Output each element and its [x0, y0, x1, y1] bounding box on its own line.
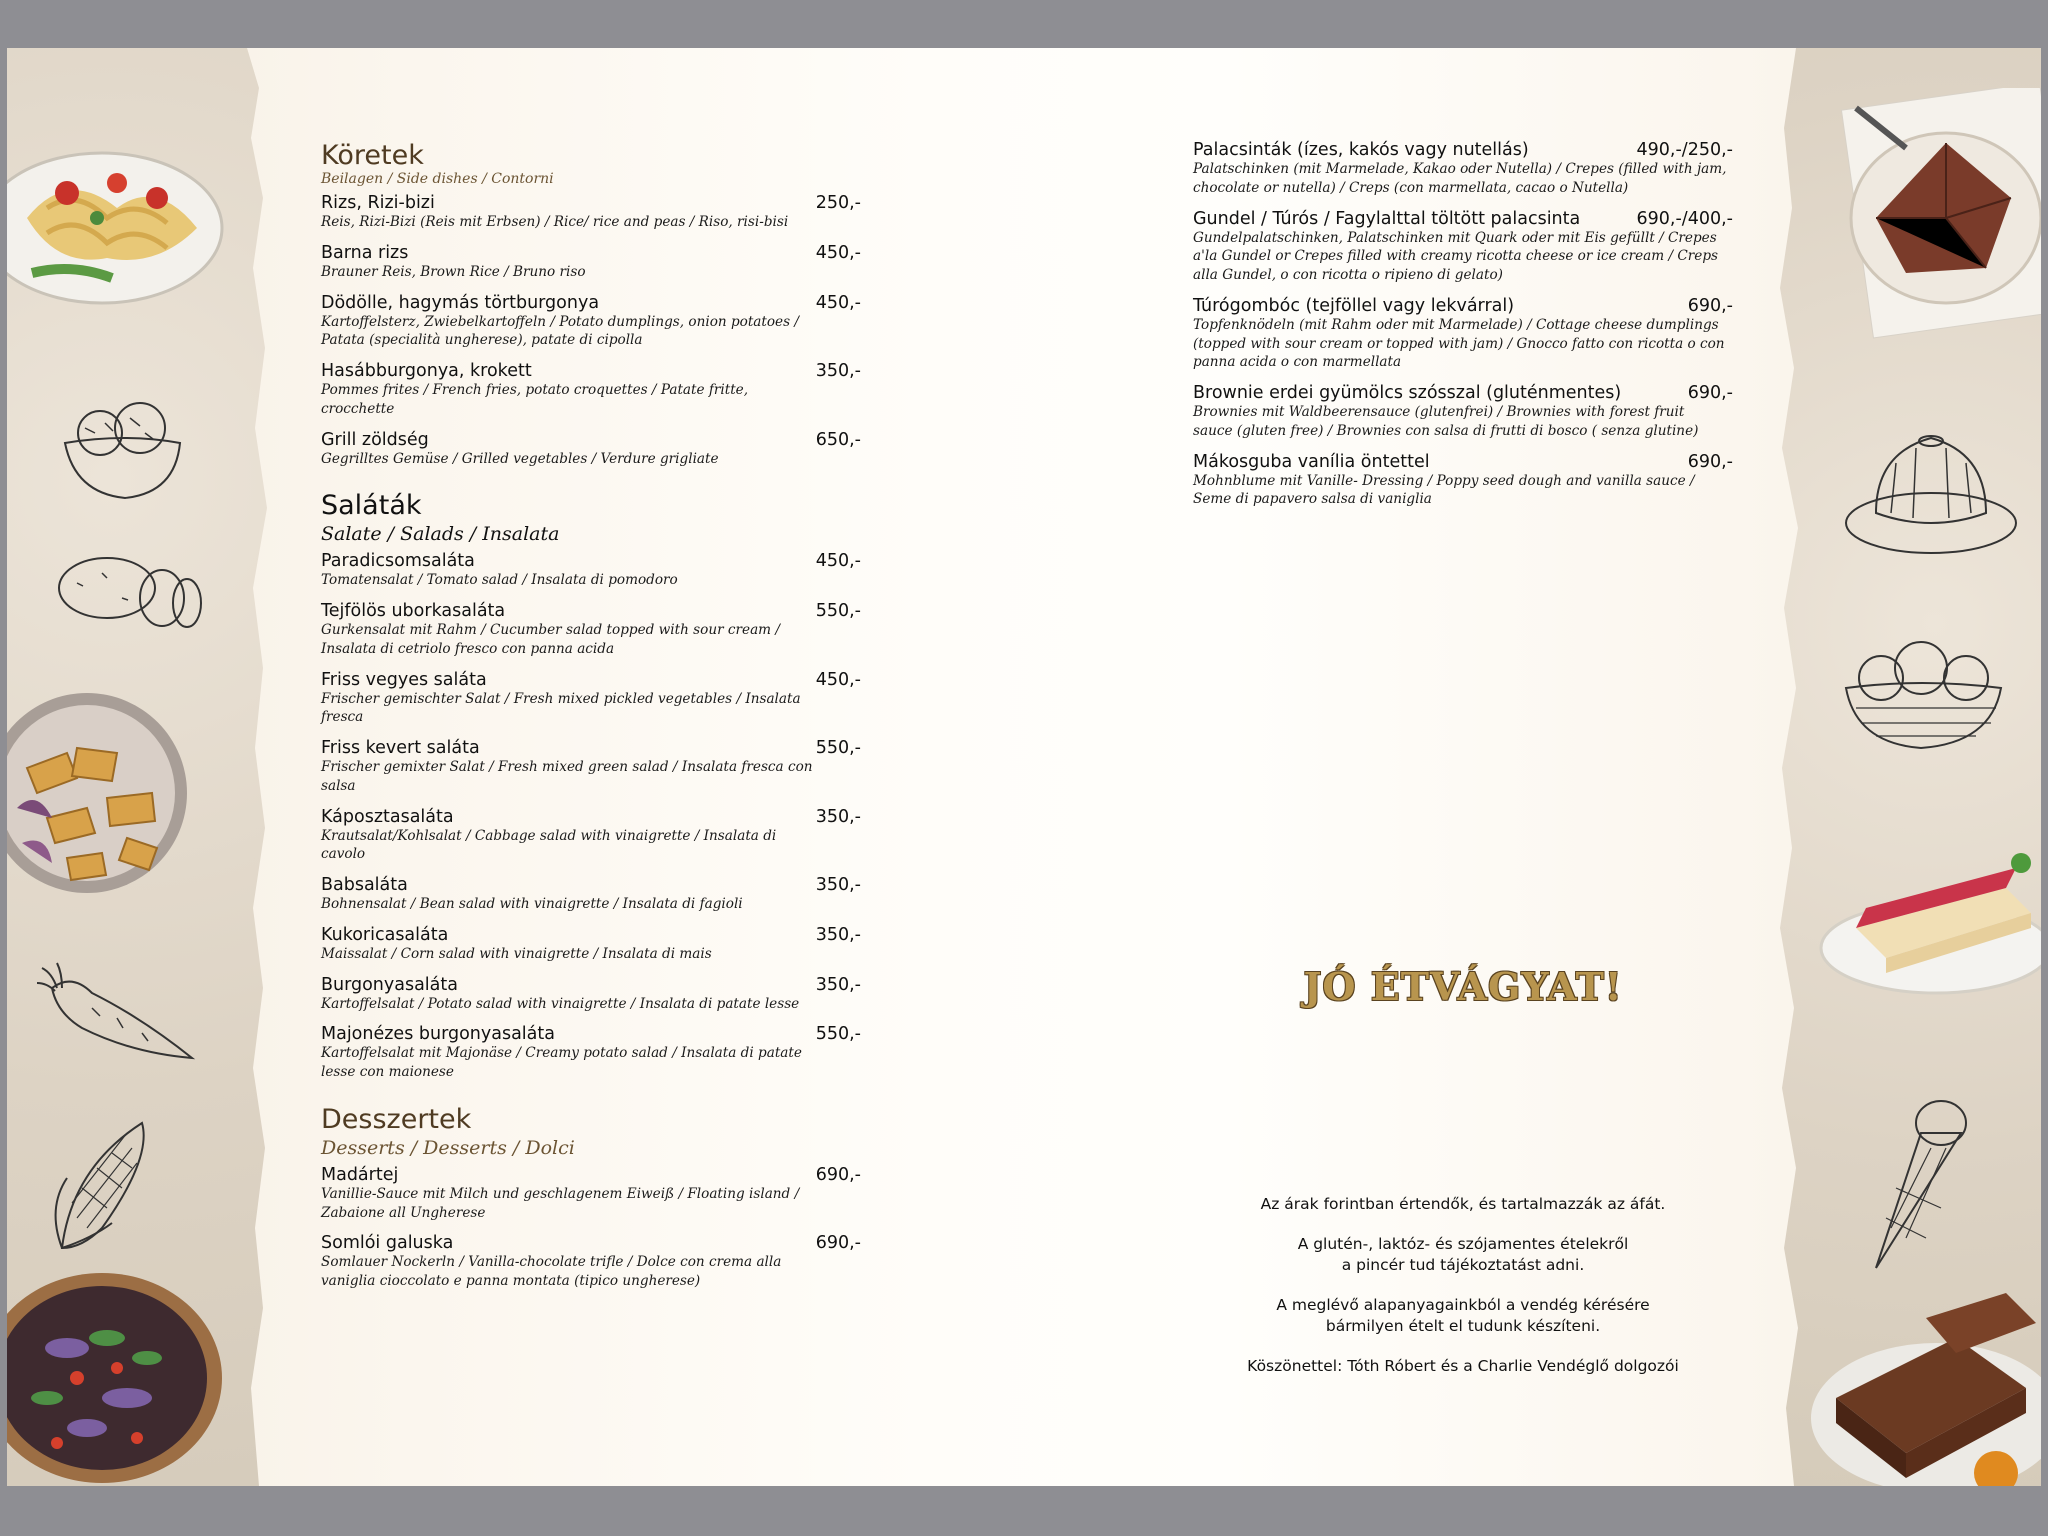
menu-item-row	[321, 875, 861, 895]
note-prices: Az árak forintban értendők, és tartalmazzák az áfát.	[1260, 1195, 1666, 1213]
roasted-potatoes-image	[7, 668, 207, 918]
menu-item-description: Tomatensalat / Tomato salad / Insalata di pomodoro	[321, 572, 678, 589]
menu-item-row	[321, 975, 861, 995]
menu-item	[321, 601, 861, 659]
menu-item-name: Madártej	[321, 1164, 399, 1185]
menu-item-description: Pommes frites / French fries, potato croquettes / Patate fritte, crocchette	[321, 382, 749, 417]
menu-item	[1193, 209, 1733, 285]
bread-rolls-sketch	[55, 388, 195, 508]
right-menu-column	[1193, 140, 1733, 520]
menu-item-price: 490,-/250,-	[1636, 140, 1733, 160]
note-thanks: Köszönettel: Tóth Róbert és a Charlie Vendéglő dolgozói	[1247, 1356, 1679, 1375]
menu-notes	[1173, 1194, 1753, 1396]
menu-page	[7, 48, 2041, 1486]
menu-item-price: 690,-/400,-	[1636, 208, 1733, 229]
mixed-salad-image	[7, 1258, 227, 1486]
menu-item-price: 690,-	[815, 1164, 861, 1185]
menu-item-name: Friss vegyes saláta	[321, 669, 487, 690]
note-line: A meglévő alapanyagainkból a vendég kérésére	[1276, 1295, 1650, 1314]
menu-item-name: Grill zöldség	[321, 429, 429, 450]
menu-item-name: Paradicsomsaláta	[321, 551, 475, 572]
section-desszertek	[321, 1104, 861, 1291]
bundt-cake-sketch	[1836, 413, 2021, 563]
pasta-plate-image	[7, 98, 237, 328]
menu-item-price: 350,-	[815, 974, 861, 995]
menu-item-price: 350,-	[815, 806, 861, 827]
menu-item-name: Hasábburgonya, krokett	[321, 361, 532, 382]
menu-item-row	[321, 670, 861, 690]
section-subtitle: Desserts / Desserts / Dolci	[321, 1136, 575, 1159]
menu-item	[321, 243, 861, 282]
section-title: Desszertek	[321, 1103, 472, 1135]
menu-item-row	[321, 193, 861, 213]
potato-sketch	[52, 528, 212, 648]
menu-item-description: Vanillie-Sauce mit Milch und geschlagenem Eiweiß / Floating island / Zabaione all Ungherese	[321, 1185, 800, 1221]
menu-item	[321, 293, 861, 351]
bread-basket-sketch	[1836, 628, 2011, 758]
menu-item-description: Topfenknödeln (mit Rahm oder mit Marmelade) / Cottage cheese dumplings (topped with sour cream or topped with jam) / Gnocco fatto con ricotta o con panna acida o con marmellata	[1193, 316, 1725, 371]
menu-item-price: 690,-	[1687, 383, 1733, 403]
note-allergens	[1173, 1234, 1753, 1276]
menu-item-description: Kartoffelsalat / Potato salad with vinaigrette / Insalata di patate lesse	[321, 995, 800, 1012]
menu-item-price: 650,-	[815, 429, 861, 450]
menu-item-description: Brownies mit Waldbeerensauce (glutenfrei) / Brownies with forest fruit sauce (gluten free) / Brownies con salsa di frutti di bosco ( senza glutine)	[1193, 404, 1699, 439]
menu-item-price: 550,-	[815, 1024, 861, 1045]
menu-item-row	[321, 925, 861, 945]
menu-item-description: Brauner Reis, Brown Rice / Bruno riso	[321, 263, 586, 280]
menu-item-row	[1193, 383, 1733, 403]
menu-item-row	[321, 1165, 861, 1185]
menu-item	[321, 551, 861, 590]
section-subtitle: Beilagen / Side dishes / Contorni	[321, 171, 554, 188]
menu-item-name: Burgonyasaláta	[321, 974, 458, 995]
right-decorative-strip	[1776, 48, 2041, 1486]
menu-item-name: Babsaláta	[321, 875, 408, 896]
menu-item	[321, 1165, 861, 1223]
menu-item-row	[321, 807, 861, 827]
menu-item	[321, 1024, 861, 1082]
ice-cream-cone-sketch	[1866, 1088, 1976, 1278]
note-line: bármilyen ételt el tudunk készíteni.	[1325, 1316, 1601, 1335]
menu-item-row	[1193, 452, 1733, 472]
note-requests	[1173, 1295, 1753, 1337]
menu-item	[321, 925, 861, 964]
menu-item-description: Frischer gemixter Salat / Fresh mixed green salad / Insalata fresca con salsa	[321, 759, 813, 794]
section-subtitle: Salate / Salads / Insalata	[321, 523, 560, 546]
menu-item-description: Maissalat / Corn salad with vinaigrette / Insalata di mais	[321, 945, 712, 962]
menu-item-price: 250,-	[815, 193, 861, 214]
menu-item-row	[321, 738, 861, 758]
menu-item-price: 690,-	[1687, 451, 1733, 472]
menu-item-name: Tejfölös uborkasaláta	[321, 601, 506, 622]
menu-item-price: 350,-	[815, 361, 861, 382]
menu-item-description: Somlauer Nockerln / Vanilla-chocolate trifle / Dolce con crema alla vaniglia cioccolato e panna montata (tipico ungherese)	[321, 1254, 782, 1290]
menu-item-description: Gurkensalat mit Rahm / Cucumber salad topped with sour cream / Insalata di cetriolo fresco con panna acida	[321, 622, 780, 657]
menu-item-row	[321, 293, 861, 313]
menu-item-row	[321, 430, 861, 450]
menu-item-price: 450,-	[815, 551, 861, 572]
menu-item-price: 450,-	[815, 242, 861, 263]
note-line: a pincér tud tájékoztatást adni.	[1341, 1255, 1585, 1274]
menu-item	[1193, 140, 1733, 198]
menu-item-price: 550,-	[815, 601, 861, 622]
corn-sketch	[42, 1108, 172, 1258]
menu-item	[1193, 383, 1733, 441]
menu-item-price: 450,-	[815, 669, 861, 690]
menu-item-row	[1193, 140, 1733, 160]
menu-item-description: Kartoffelsalat mit Majonäse / Creamy potato salad / Insalata di patate lesse con maionese	[321, 1045, 802, 1081]
menu-item	[1193, 452, 1733, 510]
menu-item	[321, 361, 861, 419]
menu-item	[321, 875, 861, 914]
section-koretek	[321, 140, 861, 468]
welcome-heading: JÓ ÉTVÁGYAT!	[1303, 964, 1623, 1009]
menu-item-name: Túrógombóc (tejföllel vagy lekvárral)	[1193, 295, 1515, 316]
menu-item-name: Kukoricasaláta	[321, 924, 449, 945]
menu-item	[321, 807, 861, 865]
menu-item-description: Kartoffelsterz, Zwiebelkartoffeln / Potato dumplings, onion potatoes / Patata (specialità ungherese), patate di cipolla	[321, 313, 799, 349]
chocolate-cake-image	[1836, 88, 2041, 348]
menu-item-price: 450,-	[815, 292, 861, 313]
note-line: A glutén-, laktóz- és szójamentes ételekről	[1297, 1234, 1629, 1253]
left-menu-column	[321, 140, 861, 1313]
menu-item-row	[321, 1233, 861, 1253]
menu-item-description: Gundelpalatschinken, Palatschinken mit Quark oder mit Eis gefüllt / Crepes a'la Gundel or Crepes filled with creamy ricotta cheese or ice cream / Creps alla Gundel, o con ricotta o ripieno di gelato)	[1193, 229, 1719, 283]
menu-item-name: Friss kevert saláta	[321, 738, 480, 759]
menu-item-price: 350,-	[815, 924, 861, 945]
menu-item-name: Rizs, Rizi-bizi	[321, 193, 435, 214]
section-title: Köretek	[321, 140, 424, 171]
menu-item-price: 690,-	[815, 1233, 861, 1254]
menu-item	[321, 1233, 861, 1291]
menu-item-description: Krautsalat/Kohlsalat / Cabbage salad with vinaigrette / Insalata di cavolo	[321, 827, 777, 863]
menu-item-row	[1193, 296, 1733, 316]
menu-item-price: 350,-	[815, 875, 861, 896]
menu-item-description: Bohnensalat / Bean salad with vinaigrette / Insalata di fagioli	[321, 896, 743, 913]
menu-item-name: Brownie erdei gyümölcs szósszal (gluténmentes)	[1193, 383, 1622, 403]
menu-item-row	[321, 1024, 861, 1044]
menu-item-description: Gegrilltes Gemüse / Grilled vegetables / Verdure grigliate	[321, 450, 719, 467]
carrot-sketch	[32, 958, 202, 1078]
section-salatak	[321, 490, 861, 1082]
menu-item-name: Káposztasaláta	[321, 806, 454, 827]
menu-item-row	[321, 243, 861, 263]
cheesecake-image	[1816, 808, 2041, 1008]
menu-item-description: Frischer gemischter Salat / Fresh mixed pickled vegetables / Insalata fresca	[321, 690, 801, 726]
menu-item-description: Palatschinken (mit Marmelade, Kakao oder Nutella) / Crepes (filled with jam, chocolate or nutella) / Creps (con marmellata, cacao o Nutella)	[1193, 161, 1727, 196]
menu-item	[321, 975, 861, 1014]
menu-item-name: Palacsinták (ízes, kakós vagy nutellás)	[1193, 140, 1529, 160]
menu-item-name: Gundel / Túrós / Fagylalttal töltött palacsinta	[1193, 208, 1581, 229]
menu-item-row	[321, 601, 861, 621]
menu-item	[1193, 296, 1733, 372]
left-decorative-strip	[7, 48, 267, 1486]
menu-item-name: Dödölle, hagymás törtburgonya	[321, 292, 600, 313]
section-title: Saláták	[321, 490, 422, 522]
menu-item-row	[1193, 209, 1733, 229]
menu-item-name: Somlói galuska	[321, 1233, 454, 1254]
menu-item-description: Mohnblume mit Vanille- Dressing / Poppy seed dough and vanilla sauce / Seme di papavero salsa di vaniglia	[1193, 472, 1695, 508]
menu-item-name: Barna rizs	[321, 242, 409, 263]
menu-item	[321, 193, 861, 232]
menu-item-row	[321, 551, 861, 571]
menu-item-description: Reis, Rizi-Bizi (Reis mit Erbsen) / Rice/ rice and peas / Riso, risi-bisi	[321, 214, 789, 231]
menu-item-name: Mákosguba vanília öntettel	[1193, 451, 1430, 472]
menu-item	[321, 670, 861, 728]
menu-item-price: 690,-	[1687, 295, 1733, 316]
menu-item	[321, 430, 861, 469]
menu-item	[321, 738, 861, 796]
menu-item-row	[321, 361, 861, 381]
menu-item-price: 550,-	[815, 738, 861, 759]
brownie-image	[1806, 1278, 2041, 1486]
menu-item-name: Majonézes burgonyasaláta	[321, 1024, 555, 1045]
